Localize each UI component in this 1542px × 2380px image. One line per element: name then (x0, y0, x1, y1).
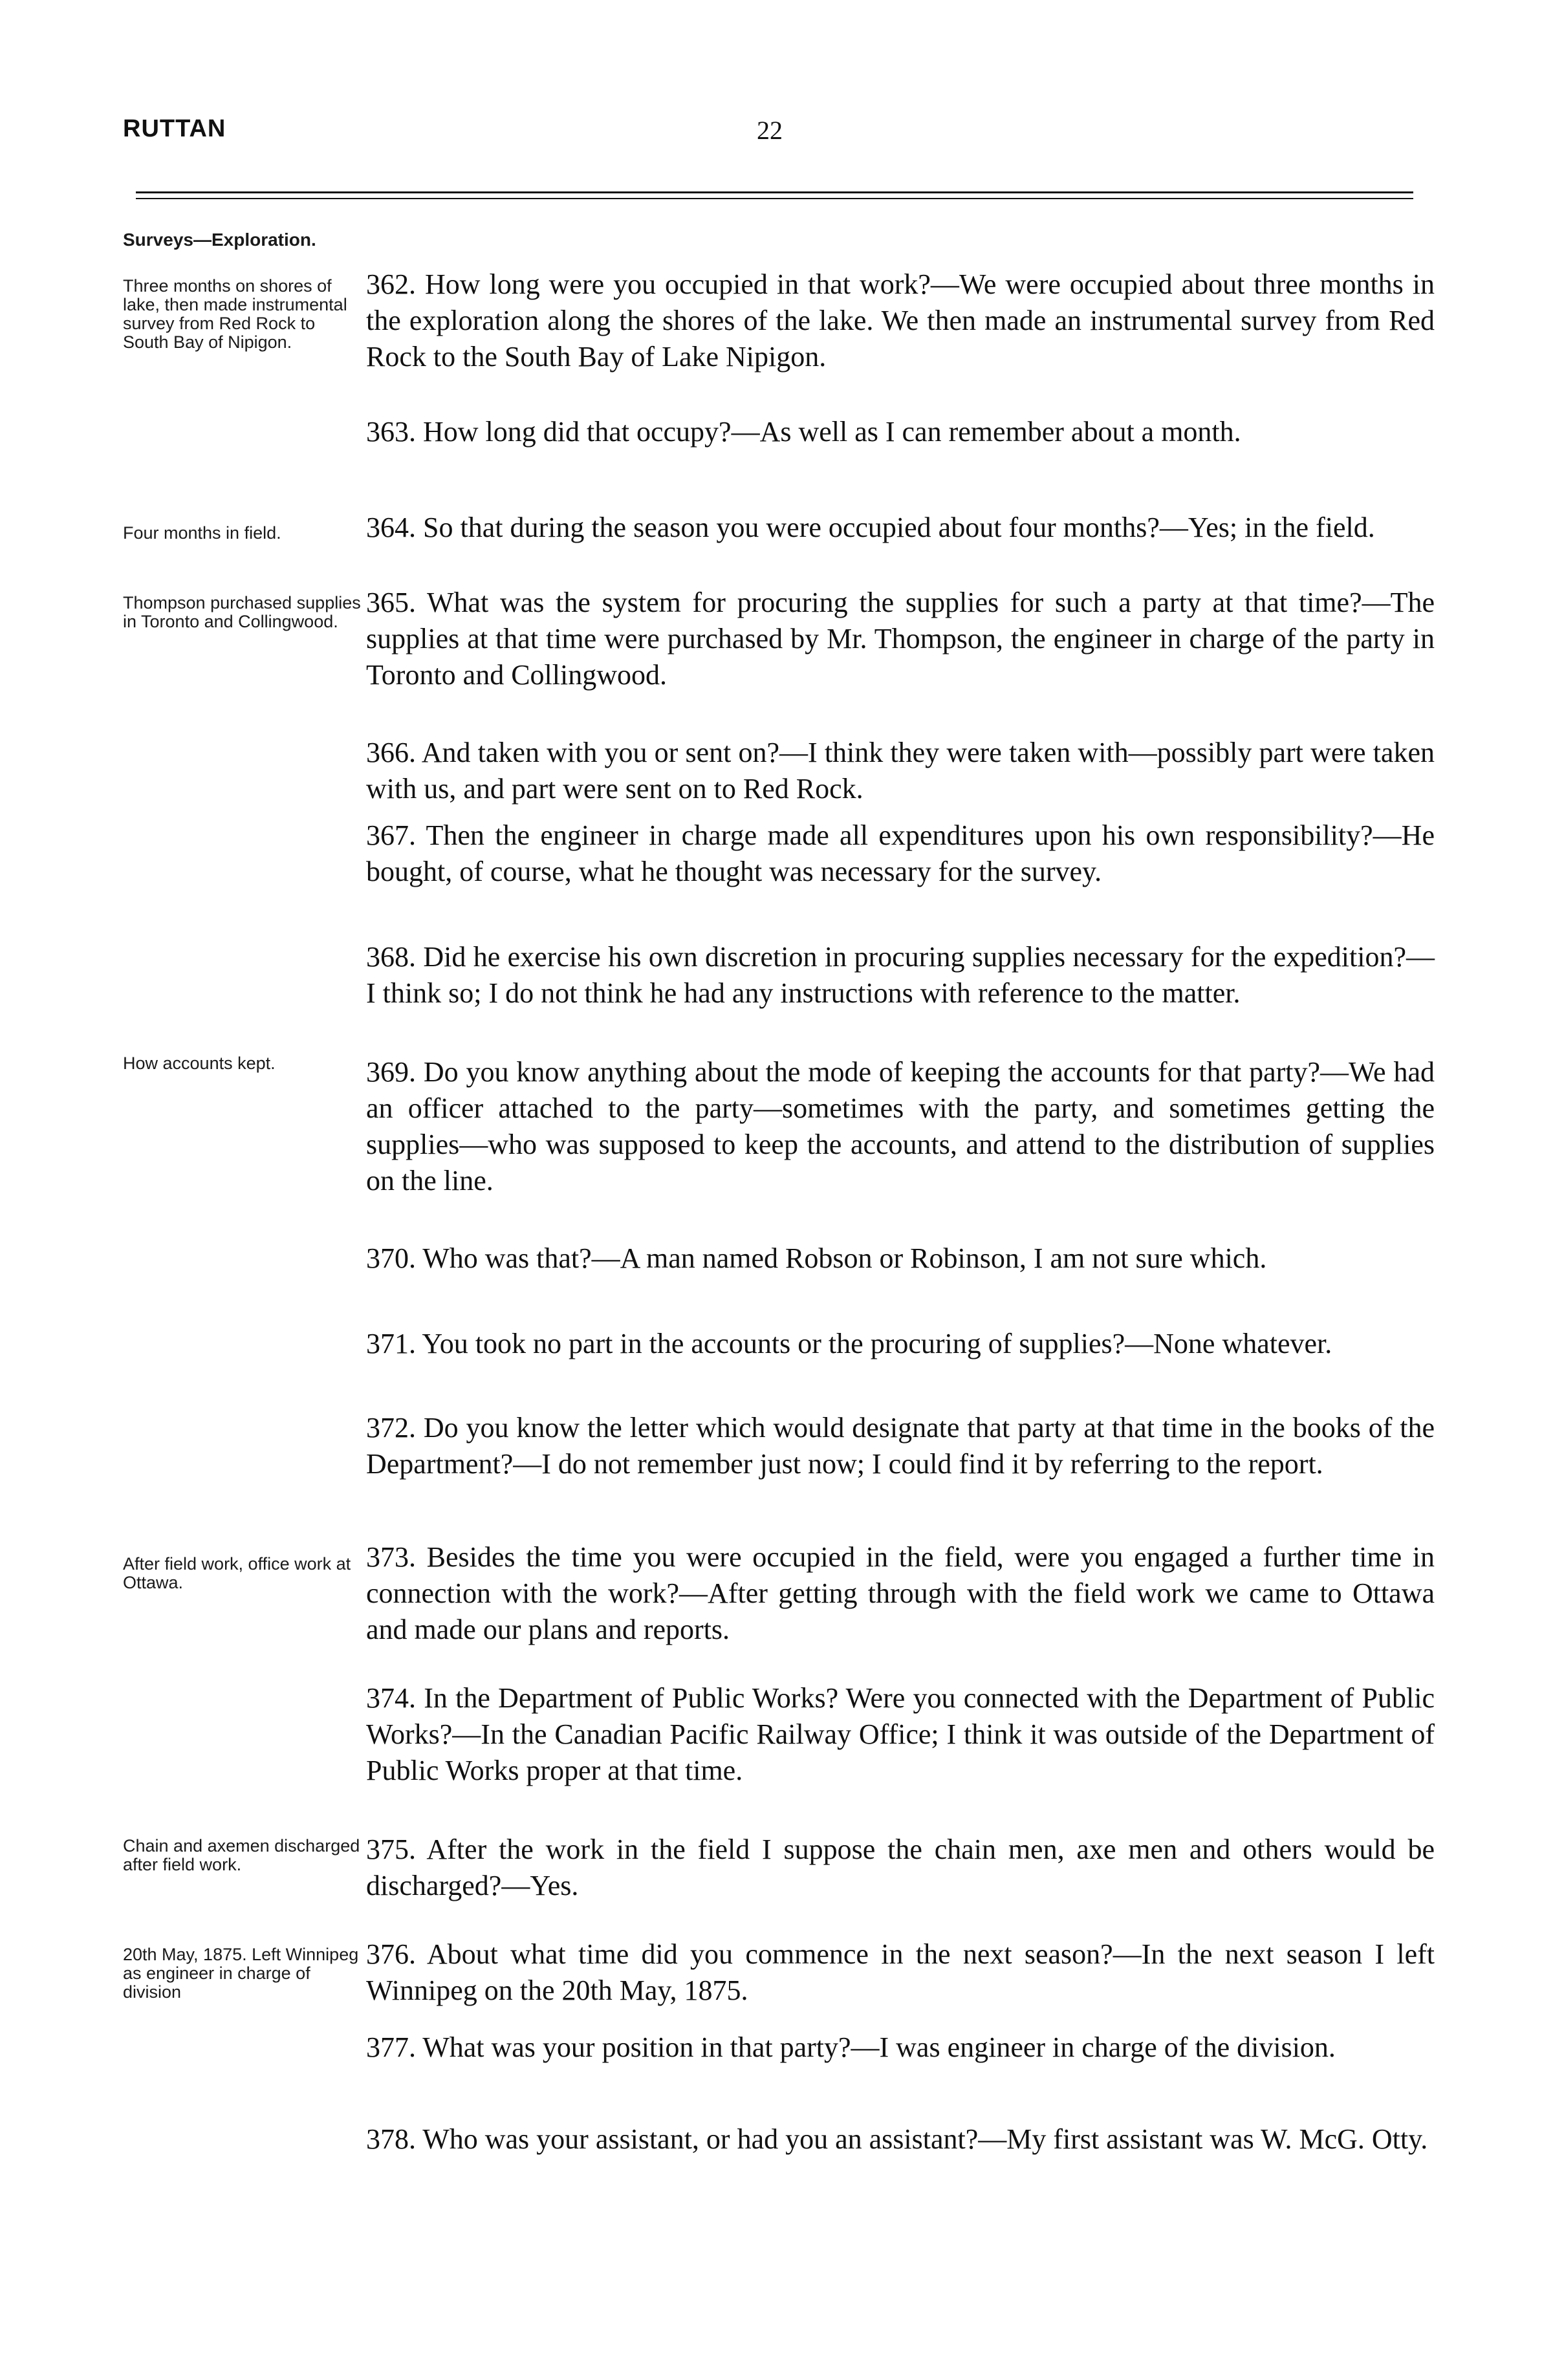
testimony-paragraph: 376. About what time did you commence in the next season?—In the next season I left Winnipeg on the 20th May, 1875. (366, 1938, 1435, 2006)
testimony-paragraph: 362. How long were you occupied in that work?—We were occupied about three months in the exploration along the shores of the lake. We then made an instrumental survey from Red Rock to the South Bay of Lake Nipigon. (366, 268, 1435, 373)
margin-note: 20th May, 1875. Left Winnipeg as engineer in charge of division (123, 1945, 359, 2002)
margin-note: Thompson purchased supplies in Toronto and Collingwood. (123, 593, 361, 631)
testimony-paragraph: 373. Besides the time you were occupied in the field, were you engaged a further time in connection with the work?—After getting through with the field work we came to Ottawa and made our plans and reports. (366, 1541, 1435, 1645)
margin-note: After field work, office work at Ottawa. (123, 1554, 351, 1592)
testimony-paragraph: 365. What was the system for procuring the supplies for such a party at that time?—The supplies at that time were purchased by Mr. Thompson, the engineer in charge of the party in Toronto and Collingwood. (366, 587, 1435, 691)
testimony-paragraph: 363. How long did that occupy?—As well as I can remember about a month. (366, 416, 1241, 448)
header-rule (136, 198, 1413, 199)
margin-note: How accounts kept. (123, 1054, 276, 1073)
testimony-paragraph: 371. You took no part in the accounts or the procuring of supplies?—None whatever. (366, 1328, 1332, 1359)
testimony-paragraph: 366. And taken with you or sent on?—I think they were taken with—possibly part were taken with us, and part were sent on to Red Rock. (366, 737, 1435, 805)
running-header-witness: RUTTAN (123, 115, 226, 142)
page-number: 22 (757, 116, 783, 145)
margin-note: Four months in field. (123, 523, 281, 543)
testimony-paragraph: 377. What was your position in that party?—I was engineer in charge of the division. (366, 2031, 1336, 2063)
testimony-paragraph: 367. Then the engineer in charge made all expenditures upon his own responsibility?—He bought, of course, what he thought was necessary for the survey. (366, 819, 1435, 887)
header-rule (136, 191, 1413, 193)
testimony-paragraph: 378. Who was your assistant, or had you an assistant?—My first assistant was W. McG. Otty. (366, 2123, 1428, 2155)
testimony-paragraph: 375. After the work in the field I suppose the chain men, axe men and others would be discharged?—Yes. (366, 1834, 1435, 1901)
testimony-paragraph: 370. Who was that?—A man named Robson or Robinson, I am not sure which. (366, 1242, 1267, 1274)
margin-note-heading: Surveys—Exploration. (123, 230, 316, 250)
testimony-paragraph: 364. So that during the season you were occupied about four months?—Yes; in the field. (366, 512, 1375, 543)
testimony-paragraph: 372. Do you know the letter which would designate that party at that time in the books of the Department?—I do not remember just now; I could find it by referring to the report. (366, 1412, 1435, 1480)
testimony-paragraph: 368. Did he exercise his own discretion in procuring supplies necessary for the expedition?—I think so; I do not think he had any instructions with reference to the matter. (366, 941, 1435, 1009)
margin-note: Chain and axemen discharged after field work. (123, 1836, 360, 1874)
margin-note: Three months on shores of lake, then made instrumental survey from Red Rock to South Bay of Nipigon. (123, 276, 347, 352)
testimony-paragraph: 374. In the Department of Public Works? Were you connected with the Department of Public Works?—In the Canadian Pacific Railway Office; I think it was outside of the Department of Public Works proper at that time. (366, 1682, 1435, 1786)
testimony-paragraph: 369. Do you know anything about the mode of keeping the accounts for that party?—We had an officer attached to the party—sometimes with the party, and sometimes getting the supplies—who was supposed to keep the accounts, and attend to the distribution of supplies on the line. (366, 1056, 1435, 1196)
